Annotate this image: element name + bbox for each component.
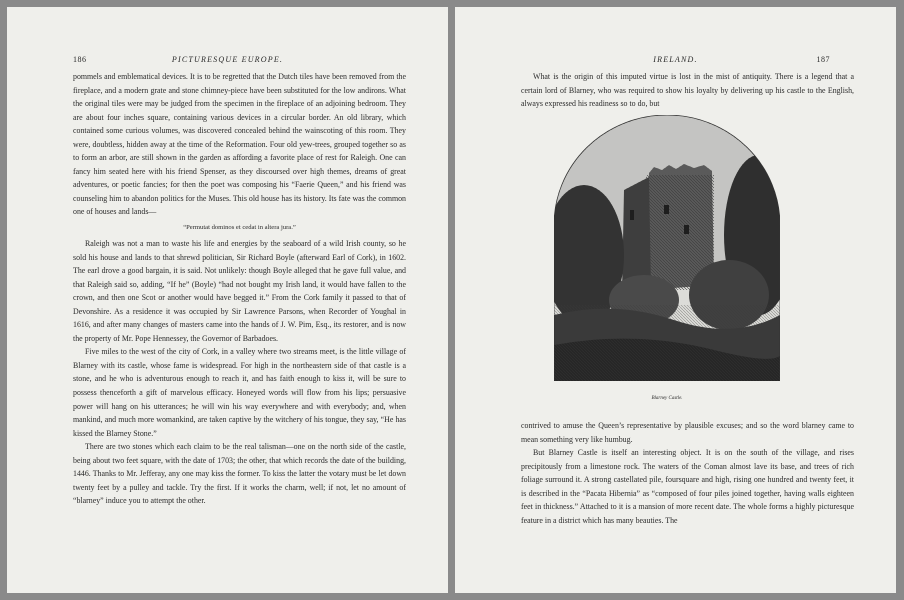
right-running-title: IRELAND. <box>653 55 698 64</box>
left-page-number: 186 <box>73 55 87 64</box>
left-paragraph-1: pommels and emblematical devices. It is to be regretted that the Dutch tiles have been removed from the fireplace, and a modern grate and stone chimney-piece have been substituted for the low andirons. What the original tiles were may be judged from the specimen in the fireplace of an adjoining bedroom. They are about four inches square, containing various devices in a circular border. An old library, which contained some curious volumes, was discovered concealed behind the wainscoting of this room. They were, doubtless, hidden away at the time of the Reformation. Four old yew-trees, grouped together so as to form an arbor, are still shown in the garden as affording a favorite place of rest for Raleigh. One can fancy him seated here with his friend Spenser, as they discoursed over high themes, dreams of great adventures, or poetic fancies; for then the poet was composing his “Faerie Queen,” and his friend was counseling him to abandon politics for the Muses. This old house has its history. Its fate was the common one of houses and lands— <box>73 72 406 217</box>
left-body-text <box>73 70 406 508</box>
right-page-number: 187 <box>816 55 830 64</box>
right-page <box>455 7 896 593</box>
right-body-text-top <box>521 70 854 111</box>
right-body-text-bottom <box>521 419 854 527</box>
left-page <box>7 7 448 593</box>
illustration-caption: Blarney Castle. <box>651 396 683 401</box>
right-paragraph-2: contrived to amuse the Queen’s representative by plausible excuses; and so the word blarney came to mean something very like humbug. <box>521 421 854 444</box>
left-paragraph-4: There are two stones which each claim to be the real talisman—one on the north side of the castle, being about two feet square, with the date of 1703; the other, that which records the date of the building, 1446. Thanks to Mr. Jefferay, any one may kiss the former. To kiss the latter the votary must be let down twenty feet by a pulley and tackle. Try the first. If it works the charm, well; if not, let no amount of “blarney” induce you to attempt the other. <box>73 442 406 506</box>
left-paragraph-3: Five miles to the west of the city of Cork, in a valley where two streams meet, is the little village of Blarney with its castle, whose fame is widespread. For high in the northeastern side of that castle is a stone, and he who is adventurous enough to reach it, and has faith enough to kiss it, will be sure to possess thenceforth a gift of marvelous efficacy. Honeyed words will flow from his lips; persuasive power will hang on his utterances; he will win his way everywhere and with everybody; and, when mankind, and much more womankind, are taken captive by the witchery of his tongue, they say, “He has kissed the Blarney Stone.” <box>73 347 406 438</box>
left-paragraph-2: Raleigh was not a man to waste his life and energies by the seaboard of a wild Irish county, so he sold his house and lands to that shrewd politician, Sir Richard Boyle (afterward Earl of Cork), in 1602. The earl drove a good bargain, it is said. Not unlikely: though Boyle alleged that he gave full value, and that Raleigh said so, adding, “If he” (Boyle) “had not bought my Irish land, it would have fallen to the crown, and then one Scot or another would have begged it.” From the Cork family it passed to that of Devonshire. As a residence it was occupied by Sir Lawrence Parsons, when Recorder of Youghal in 1616, and after many changes of masters came into the hands of J. W. Pim, Esq., its restorer, and is now the property of Mr. Pope Hennessey, the Governor of Barbadoes. <box>73 239 406 343</box>
left-running-title: PICTURESQUE EUROPE. <box>171 55 284 64</box>
latin-quote: “Permutat dominos et cedat in altera jura.” <box>183 224 296 232</box>
right-paragraph-3: But Blarney Castle is itself an interesting object. It is on the south of the village, and rises precipitously from a limestone rock. The waters of the Coman almost lave its base, and trees of rich foliage surround it. A strong castellated pile, foursquare and high, rising one hundred and twenty feet, it is described in the “Pacata Hibernia” as “composed of four piles joined together, having walls eighteen feet in thickness.” Attached to it is a mansion of more recent date. The whole forms a highly picturesque feature in a district which has many beauties. The <box>521 448 854 525</box>
right-paragraph-1: What is the origin of this imputed virtue is lost in the mist of antiquity. There is a legend that a certain lord of Blarney, who was required to show his loyalty by delivering up his castle to the English, always expressed his readiness so to do, but <box>521 72 854 109</box>
blarney-castle-engraving <box>554 115 780 381</box>
